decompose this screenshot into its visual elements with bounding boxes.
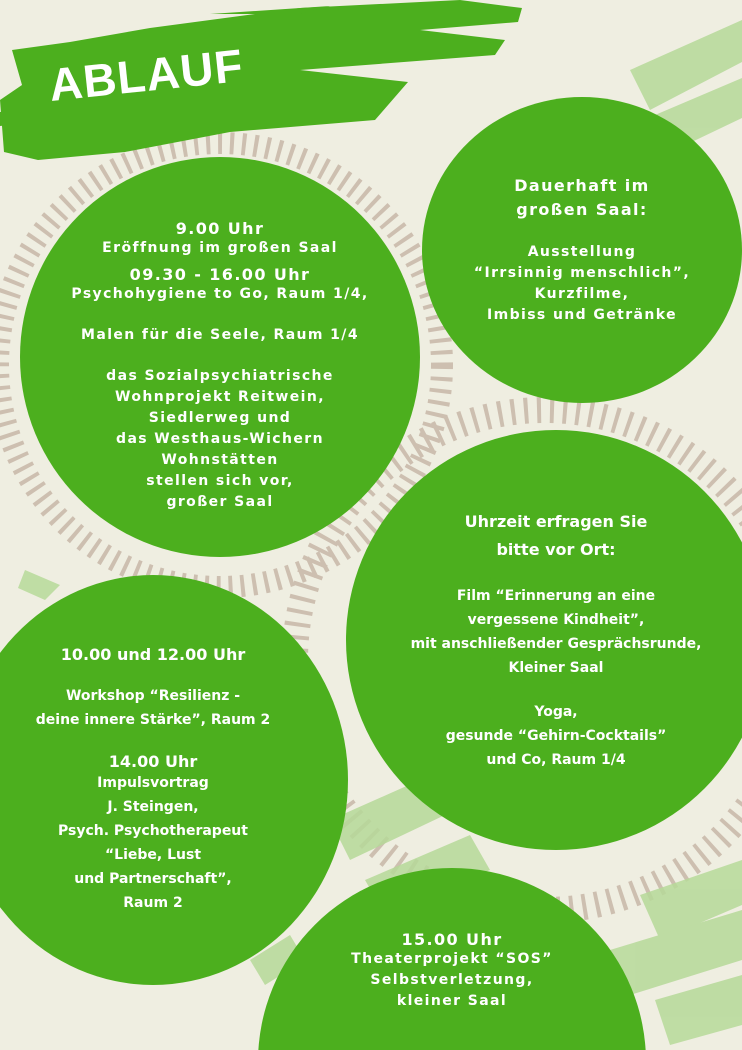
workshop-time: 10.00 und 12.00 Uhr: [60, 645, 246, 664]
housing-projects-text: das Sozialpsychiatrische Wohnprojekt Reitwein, Siedlerweg und das Westhaus-Wichern Wohnstätten stellen sich vor, großer Saal: [106, 368, 334, 510]
film-text: Film “Erinnerung an eine vergessene Kindheit”, mit anschließender Gesprächsrunde, Kleiner Saal: [410, 588, 702, 676]
page-title: ABLAUF: [46, 38, 246, 112]
painting-text: Malen für die Seele, Raum 1/4: [81, 327, 359, 343]
workshop-text: Workshop “Resilienz - deine innere Stärke”, Raum 2: [35, 688, 271, 728]
opening-text: Eröffnung im großen Saal: [102, 240, 338, 256]
opening-time: 9.00 Uhr: [175, 219, 265, 238]
on-request-heading: Uhrzeit erfragen Sie bitte vor Ort:: [464, 512, 648, 559]
program-circle-workshops: [0, 575, 348, 985]
lecture-time: 14.00 Uhr: [108, 752, 198, 771]
program-circle-morning: [20, 157, 420, 557]
psychohygiene-text: Psychohygiene to Go, Raum 1/4,: [71, 286, 369, 302]
lecture-text: Impulsvortrag J. Steingen, Psych. Psychotherapeut “Liebe, Lust und Partnerschaft”, Raum 2: [58, 775, 248, 911]
permanent-text: Ausstellung “Irrsinnig menschlich”, Kurzfilme, Imbiss und Getränke: [473, 244, 691, 323]
yoga-text: Yoga, gesunde “Gehirn-Cocktails” und Co, Raum 1/4: [445, 704, 667, 768]
theatre-text: Theaterprojekt “SOS” Selbstverletzung, kleiner Saal: [351, 951, 553, 1009]
program-circle-on-request: [346, 430, 742, 850]
permanent-heading: Dauerhaft im großen Saal:: [514, 176, 650, 219]
day-time-range: 09.30 - 16.00 Uhr: [129, 265, 311, 284]
theatre-time: 15.00 Uhr: [401, 930, 503, 949]
program-circle-theatre: [258, 868, 646, 1050]
program-circle-permanent: [422, 97, 742, 403]
